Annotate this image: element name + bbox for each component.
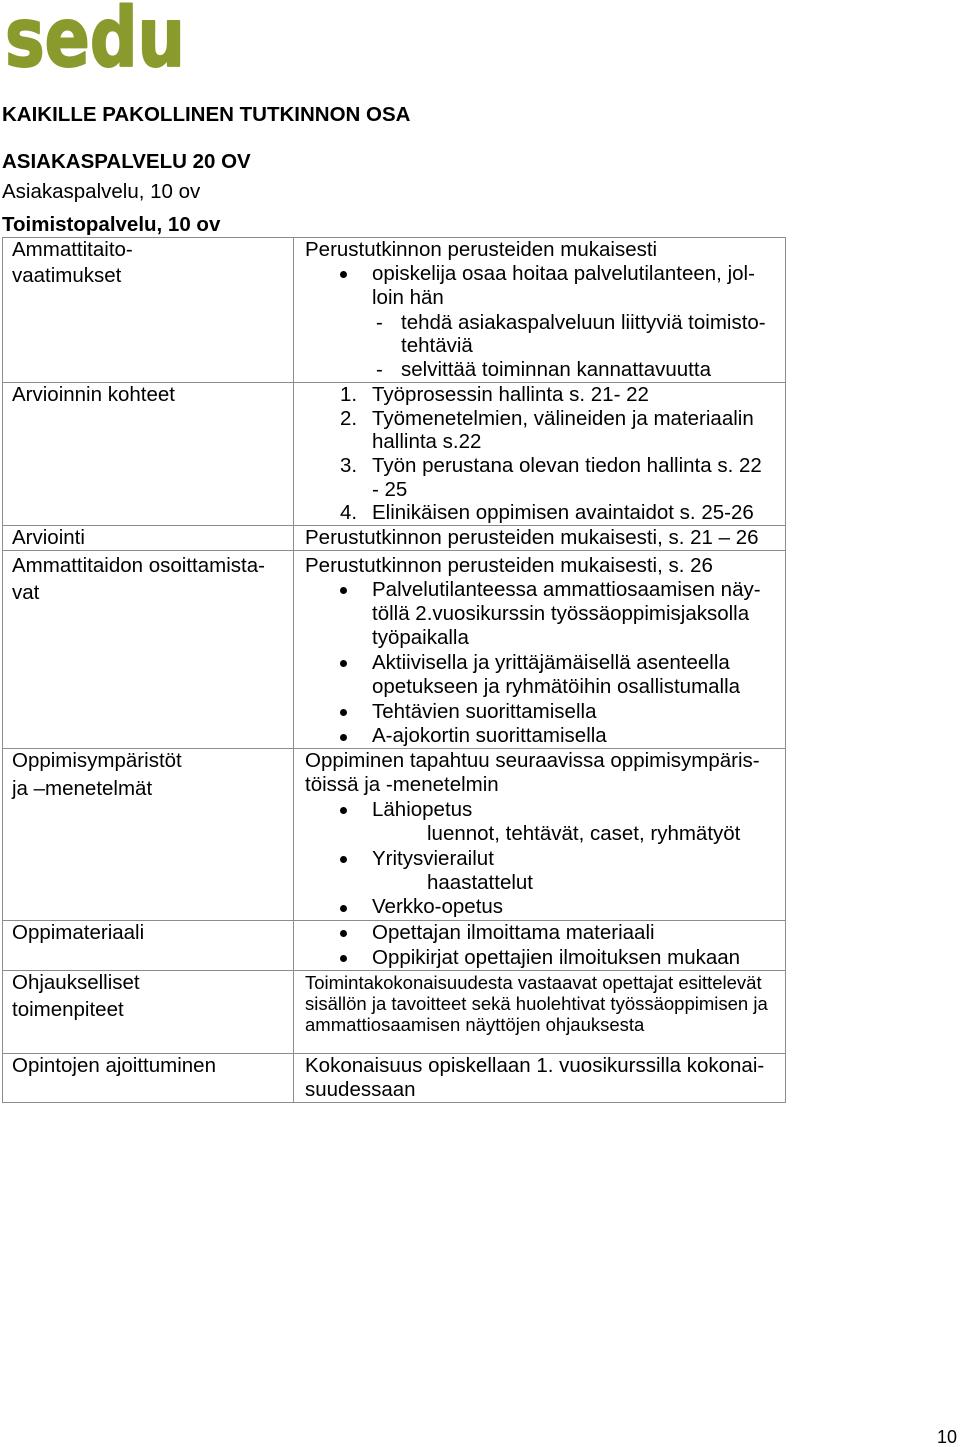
intro-text: töissä ja -menetelmin [305,773,499,796]
table-row-learning-environments [2,748,786,920]
bullet-text: Tehtävien suorittamisella [372,700,597,723]
list-item-text: - 25 [372,478,408,501]
bullet-text: Yritysvierailut [372,847,494,870]
bullet-marker [340,660,347,667]
row-label-cell [3,971,293,1053]
bullet-text: Opettajan ilmoittama materiaali [372,921,655,944]
logo-group [5,0,185,86]
row-label: Oppimisympäristöt [12,749,182,772]
list-item-text: Työmenetelmien, välineiden ja materiaalin [372,407,754,430]
bullet-detail: haastattelut [427,871,533,894]
cell-text: Toimintakokonaisuudesta vastaavat opettajat esittelevät [305,972,762,993]
row-label-cell [3,921,293,970]
bullet-text: Aktiivisella ja yrittäjämäisellä asenteella [372,651,730,674]
subitem-text: tehtäviä [401,334,473,357]
cell-text: Perustutkinnon perusteiden mukaisesti, s. 21 – 26 [305,526,759,549]
intro-text: Oppiminen tapahtuu seuraavissa oppimisympäris- [305,749,760,772]
cell-text: suudessaan [305,1078,416,1101]
page-number: 10 [937,1427,958,1447]
bullet-marker [340,930,347,937]
list-number: 4. [340,501,358,524]
list-number: 1. [340,383,358,406]
bullet-text: työpaikalla [372,626,469,649]
cell-text: sisällön ja tavoitteet sekä huolehtivat työssäoppimisen ja [305,993,768,1014]
bullet-text: opetukseen ja ryhmätöihin osallistumalla [372,675,741,698]
bullet-text: töllä 2.vuosikurssin työssäoppimisjaksolla [372,602,750,625]
intro-text: Perustutkinnon perusteiden mukaisesti, s. 26 [305,554,713,577]
subitem-text: selvittää toiminnan kannattavuutta [401,358,711,381]
bullet-marker [340,271,347,278]
bullet-marker [340,587,347,594]
row-label-cell [3,551,293,748]
sedu-logo [3,0,189,86]
bullet-text: opiskelija osaa hoitaa palvelutilanteen, jol- [372,262,755,285]
intro-text: Perustutkinnon perusteiden mukaisesti [305,238,658,261]
row-content-cell [293,383,785,525]
list-item-text: Työprosessin hallinta s. 21- 22 [372,383,649,406]
table-row-requirements [2,237,786,382]
bullet-marker [340,807,347,814]
row-label: Oppimateriaali [12,921,145,944]
table-row-materials [2,920,786,970]
row-label: vat [12,581,40,604]
row-label: Arvioinnin kohteet [12,383,175,406]
cell-text: ammattiosaamisen näyttöjen ohjauksesta [305,1014,645,1035]
list-item-text: Työn perustana olevan tiedon hallinta s. 22 [372,454,762,477]
bullet-text: A-ajokortin suorittamisella [372,724,607,747]
bullet-detail: luennot, tehtävät, caset, ryhmätyöt [427,822,741,845]
row-content-cell [293,1054,785,1102]
subitem-text: tehdä asiakaspalveluun liittyviä toimisto- [401,311,766,334]
row-label-cell [3,238,293,382]
bullet-marker [340,734,347,741]
row-content-cell [293,971,785,1053]
row-content-cell [293,551,785,748]
table-row-demonstration [2,550,786,748]
list-item-text: Elinikäisen oppimisen avaintaidot s. 25-26 [372,501,754,524]
row-label-cell [3,1054,293,1102]
row-label: Ammattitaito- [12,238,133,261]
bullet-text: Verkko-opetus [372,895,504,918]
logo-text: sedu [5,0,185,86]
dash-marker: - [376,358,383,381]
row-label-cell [3,383,293,525]
table-row-guidance [2,970,786,1053]
row-label: ja –menetelmät [12,777,153,800]
list-item-text: hallinta s.22 [372,430,482,453]
bullet-text: Palvelutilanteessa ammattiosaamisen näy- [372,578,761,601]
row-label: Ohjaukselliset [12,971,140,994]
submodule-heading: Toimistopalvelu, 10 ov [2,213,221,236]
submodule-heading: Asiakaspalvelu, 10 ov [2,180,201,203]
cell-text: Kokonaisuus opiskellaan 1. vuosikurssilla kokonai- [305,1054,765,1077]
bullet-text: loin hän [372,286,444,309]
row-content-cell [293,921,785,970]
row-content-cell [293,749,785,920]
row-label: Opintojen ajoittuminen [12,1054,216,1077]
row-label: toimenpiteet [12,998,124,1021]
table-row-assessment-targets [2,382,786,525]
bullet-marker [340,955,347,962]
bullet-marker [340,709,347,716]
table-row-assessment [2,525,786,550]
module-heading: ASIAKASPALVELU 20 OV [2,150,251,173]
row-content-cell [293,526,785,550]
row-label-cell [3,749,293,920]
qualification-part-heading: KAIKILLE PAKOLLINEN TUTKINNON OSA [2,103,411,126]
bullet-marker [340,856,347,863]
list-number: 3. [340,454,358,477]
bullet-text: Oppikirjat opettajien ilmoituksen mukaan [372,946,741,969]
row-content-cell [293,238,785,382]
row-label-cell [3,526,293,550]
row-label: Ammattitaidon osoittamista- [12,554,265,577]
row-label: Arviointi [12,526,85,549]
module-table [2,237,786,1103]
bullet-text: Lähiopetus [372,798,473,821]
dash-marker: - [376,311,383,334]
table-row-scheduling [2,1053,786,1103]
row-label: vaatimukset [12,264,122,287]
list-number: 2. [340,407,358,430]
bullet-marker [340,905,347,912]
